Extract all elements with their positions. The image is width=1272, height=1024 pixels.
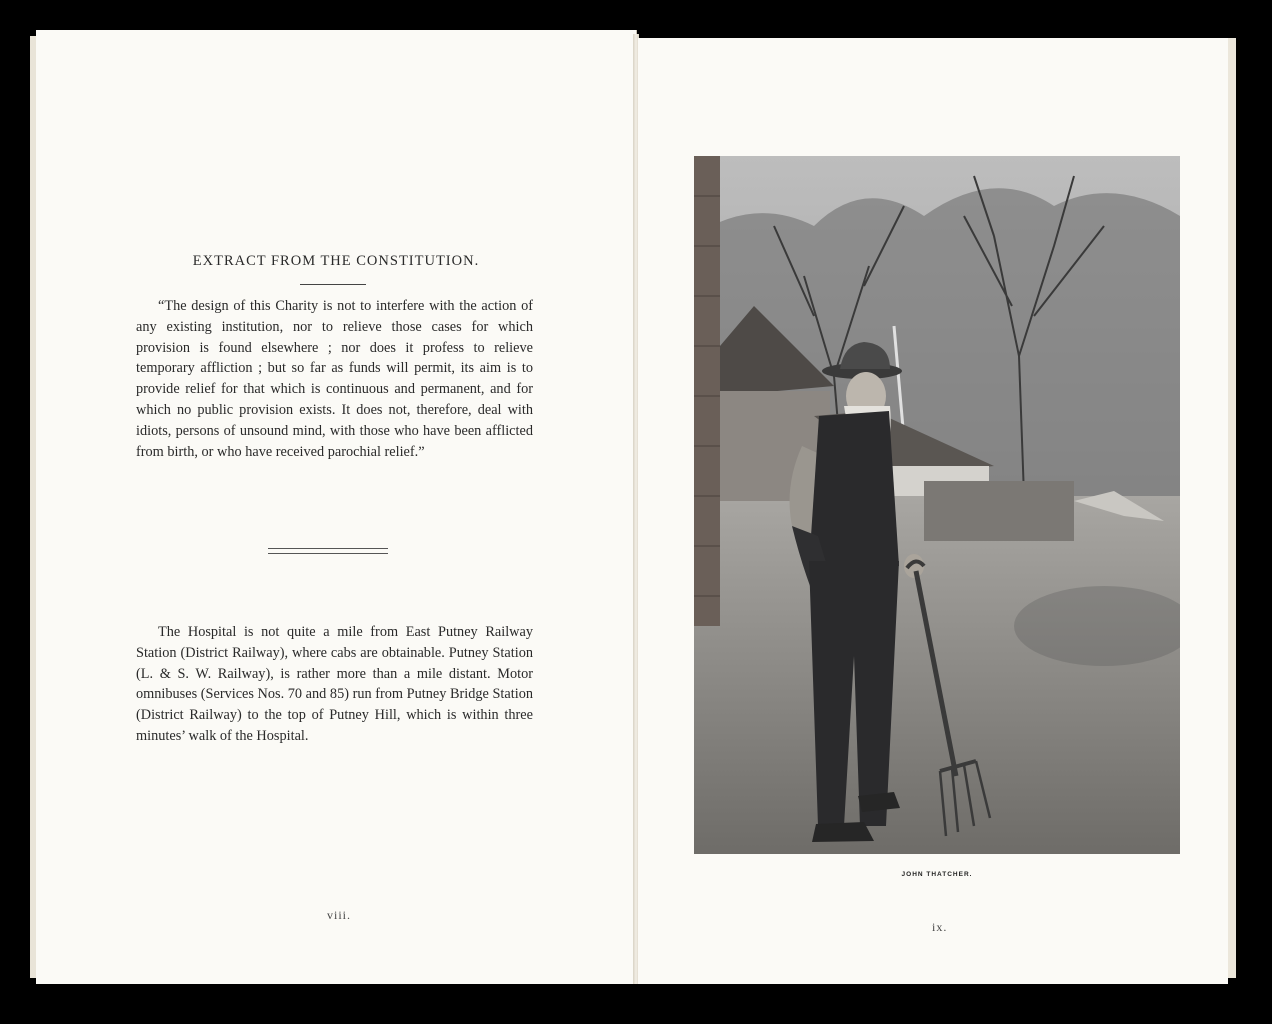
directions-block [136, 622, 533, 747]
page-number-right: ix. [932, 920, 948, 934]
page-number-left: viii. [327, 908, 352, 922]
directions-paragraph: The Hospital is not quite a mile from East Putney Railway Station (District Railway), where cabs are obtainable. Putney Station (L. & S. W. Railway), is rather more than a mile distant. Motor omnibuses (Services Nos. 70 and 85) run from Putney Bridge Station (District Railway) to the top of Putney Hill, which is within three minutes’ walk of the Hospital. [136, 624, 533, 744]
right-page [638, 38, 1228, 984]
heading-rule [300, 284, 366, 285]
quote-paragraph: “The design of this Charity is not to interfere with the action of any existing institution, nor to relieve those cases for which provision is found elsewhere ; nor does it profess to relieve temporary affliction ; but so far as funds will permit, its aim is to provide relief for that which is continuous and permanent, and for which no public provision exists. It does not, therefore, deal with idiots, persons of unsound mind, with those who have been afflicted from birth, or who have received parochial relief.” [136, 298, 533, 460]
photograph-john-thatcher [694, 156, 1180, 854]
constitution-quote [136, 296, 533, 462]
left-page [36, 30, 637, 984]
section-heading: EXTRACT FROM THE CONSTITUTION. [192, 253, 480, 269]
photo-caption: JOHN THATCHER. [901, 871, 973, 878]
double-rule-divider [268, 548, 388, 554]
